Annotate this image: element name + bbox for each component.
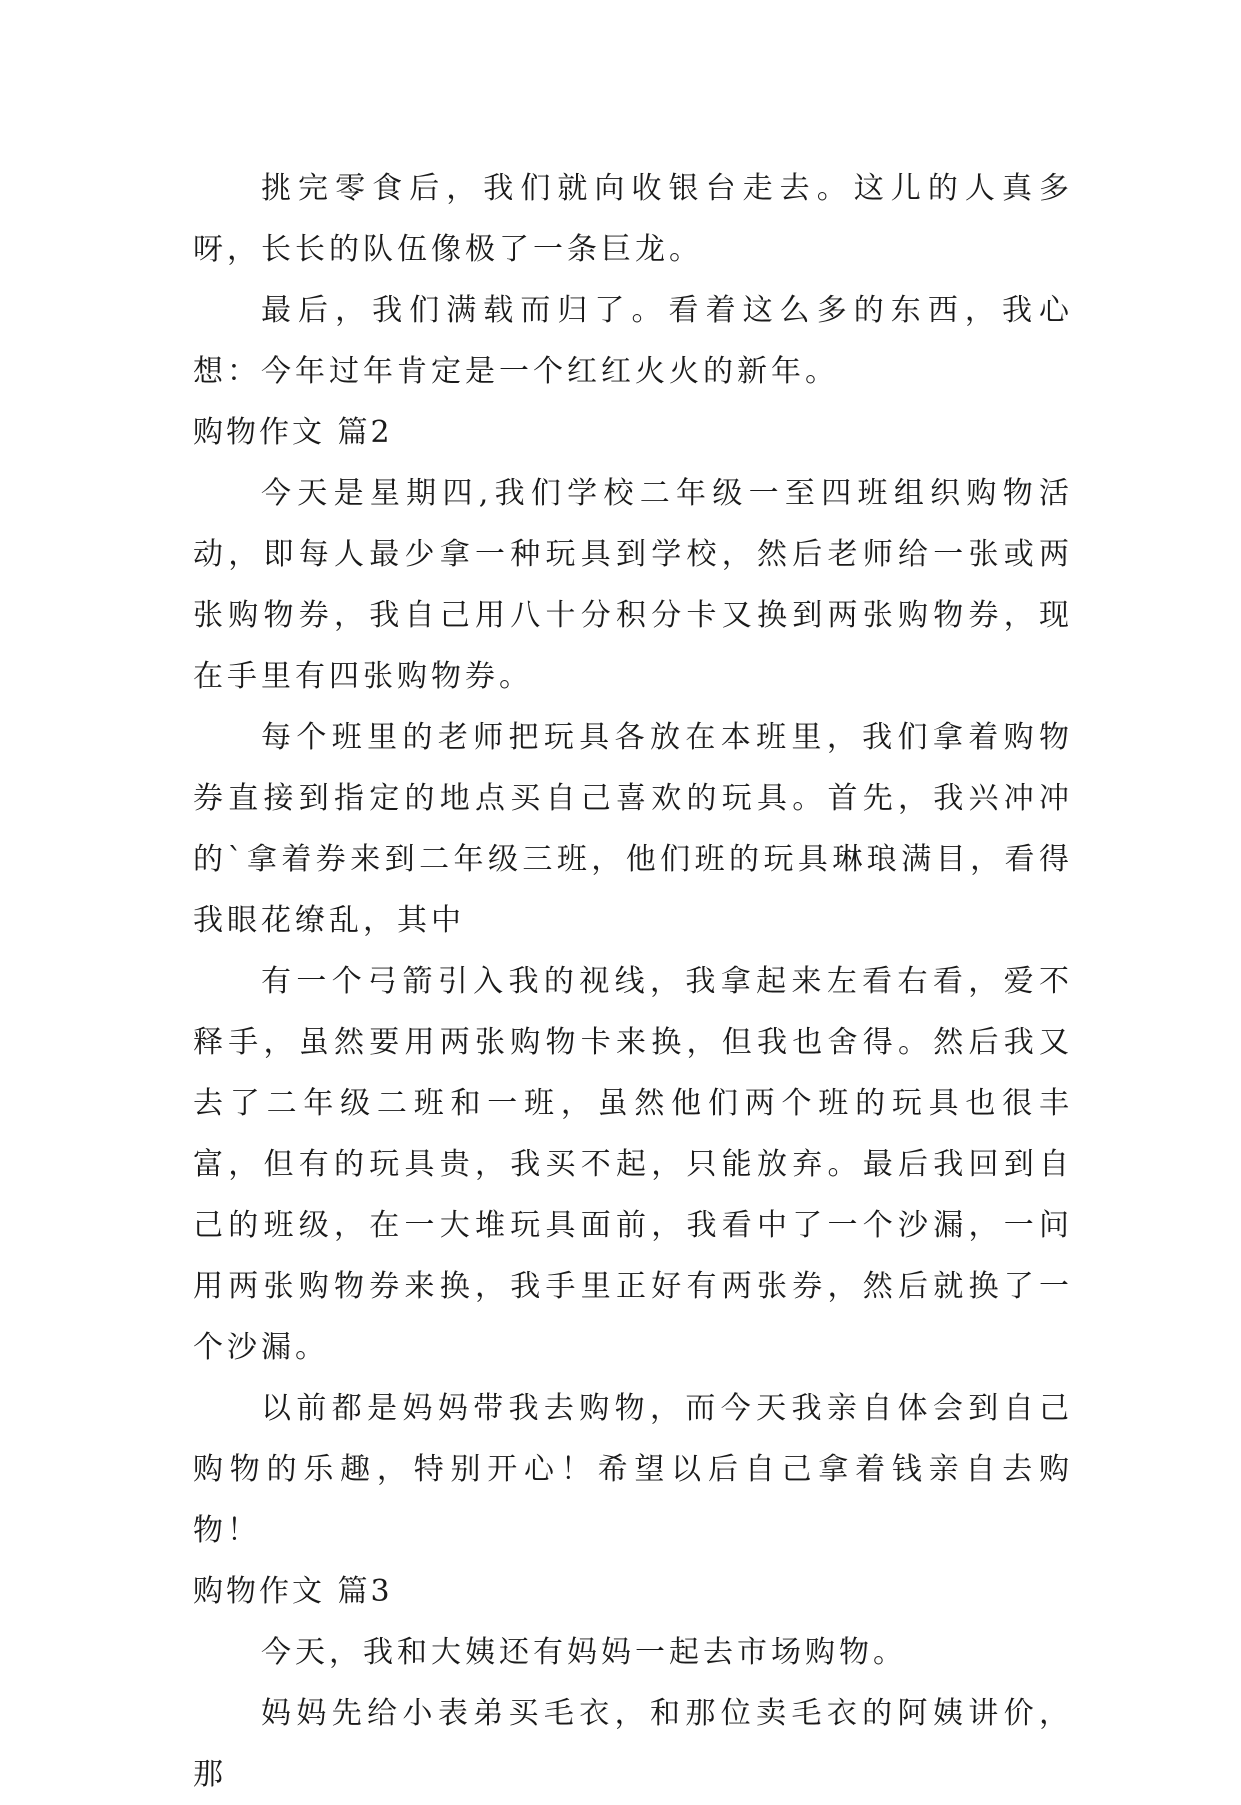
paragraph-market-trip: 今天，我和大姨还有妈妈一起去市场购物。 (261, 1635, 907, 1670)
document-body (193, 158, 1073, 1805)
paragraph-conclusion: 最后，我们满载而归了。看着这么多的东西，我心想：今年过年肯定是一个红红火火的新年。 (193, 293, 1073, 389)
section-heading-2: 购物作文 篇2 (193, 415, 393, 450)
paragraph-sweater: 妈妈先给小表弟买毛衣，和那位卖毛衣的阿姨讲价，那 (193, 1696, 1073, 1792)
paragraph-class-toys: 每个班里的老师把玩具各放在本班里，我们拿着购物券直接到指定的地点买自己喜欢的玩具。首先，我兴冲冲的`拿着券来到二年级三班，他们班的玩具琳琅满目，看得我眼花缭乱，其中 (193, 720, 1073, 938)
paragraph-bow-and-hourglass: 有一个弓箭引入我的视线，我拿起来左看右看，爱不释手，虽然要用两张购物卡来换，但我也舍得。然后我又去了二年级二班和一班，虽然他们两个班的玩具也很丰富，但有的玩具贵，我买不起，只能放弃。最后我回到自己的班级，在一大堆玩具面前，我看中了一个沙漏，一问用两张购物券来换，我手里正好有两张券，然后就换了一个沙漏。 (193, 964, 1073, 1365)
paragraph-reflection: 以前都是妈妈带我去购物，而今天我亲自体会到自己购物的乐趣，特别开心！希望以后自己拿着钱亲自去购物！ (193, 1391, 1073, 1548)
section-heading-3: 购物作文 篇3 (193, 1574, 393, 1609)
paragraph-activity-intro: 今天是星期四,我们学校二年级一至四班组织购物活动，即每人最少拿一种玩具到学校，然后老师给一张或两张购物券，我自己用八十分积分卡又换到两张购物券，现在手里有四张购物券。 (193, 476, 1073, 694)
paragraph-checkout: 挑完零食后，我们就向收银台走去。这儿的人真多呀，长长的队伍像极了一条巨龙。 (193, 171, 1073, 267)
